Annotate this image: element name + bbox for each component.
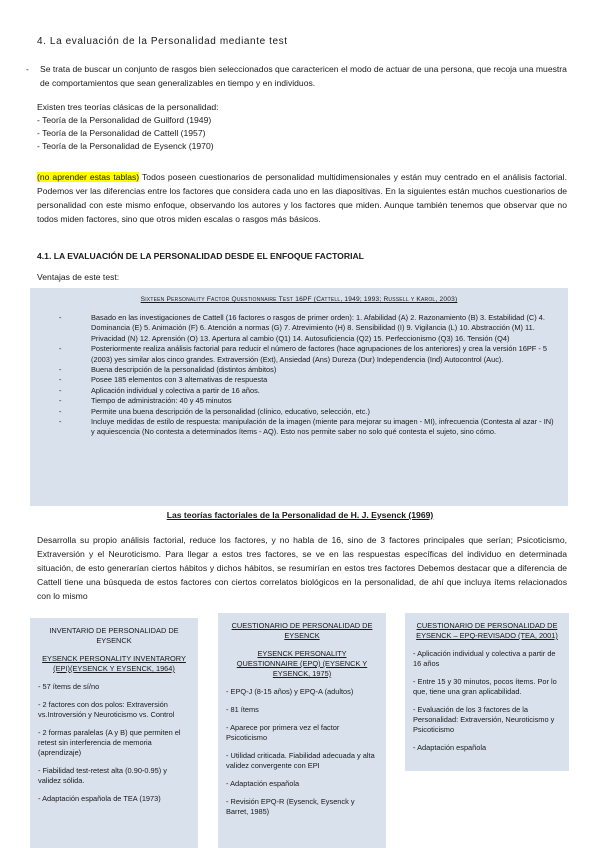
epi-box [30,618,198,848]
list-item: - Aparece por primera vez el factor Psicoticismo [226,723,340,742]
epq-r-heading: CUESTIONARIO DE PERSONALIDAD DE EYSENCK – EPQ-REVISADO (TEA, 2001) [416,621,558,640]
list-item: - Utilidad criticada. Fiabilidad adecuada y alta validez convergente con EPI [226,751,375,770]
epi-heading: INVENTARIO DE PERSONALIDAD DE EYSENCK [49,626,179,645]
epq-subheading: EYSENCK PERSONALITY QUESTIONNAIRE (EPQ) (EYSENCK Y EYSENCK, 1975) [236,649,368,678]
epi-subheading: EYSENCK PERSONALITY INVENTARORY (EPI)(EYSENCK Y EYSENCK, 1964) [42,654,186,673]
list-item: - EPQ-J (8-15 años) y EPQ-A (adultos) [226,687,354,696]
list-item: - Adaptación española [413,743,487,752]
sixteen-pf-list [59,313,559,438]
list-item: - Aplicación individual y colectiva a partir de 16 años [413,649,556,668]
list-item: - Adaptación española [226,779,300,788]
list-item: - Revisión EPQ-R (Eysenck, Eysenck y Barret, 1985) [226,797,355,816]
section-title: 4. La evaluación de la Personalidad mediante test [37,36,288,47]
list-item: - 2 formas paralelas (A y B) que permiten el retest sin interferencia de memoria (aprendizaje) [38,728,181,757]
eysenck-paragraph: Desarrolla su propio análisis factorial, reduce los factores, y no habla de 16, sino de 3 factores principales que serían; Psicoticismo, Extraversión y el Neuroticismo. Para llegar a estos tres factores, se ve en las respuestas específicas del individuo en determinada situación, de esto generarían ciertos hábitos y dichos hábitos, se resumirían en estos tres factores Debemos destacar que a diferencia de Cattell tiene una búsqueda de estos factores con ciertos correlatos biológicos en la personalidad, de ahí que incluya ítems relacionados con lo mismo [37,535,567,601]
intro-paragraph [26,62,570,90]
ventajas-label: Ventajas de este test: [37,272,120,282]
intro-text: Se trata de buscar un conjunto de rasgos bien seleccionados que caractericen el modo de actuar de una persona, que recoja una muestra de comportamientos que sean generalizables en tiempo y en individuos. [40,64,567,88]
theory-item: - Teoría de la Personalidad de Cattell (1957) [37,128,206,138]
sixteen-pf-box [30,288,568,506]
eysenck-heading: Las teorías factoriales de la Personalidad de H. J. Eysenck (1969) [166,510,434,520]
epq-box [218,613,386,848]
epq-heading: CUESTIONARIO DE PERSONALIDAD DE EYSENCK [231,621,373,640]
tables-paragraph [37,170,567,226]
list-item: - Evaluación de los 3 factores de la Personalidad: Extraversión, Neuroticismo y Psicoticismo [413,705,555,734]
list-item: - 57 ítems de sí/no [38,682,100,691]
heading-4-1: 4.1. LA EVALUACIÓN DE LA PERSONALIDAD DESDE EL ENFOQUE FACTORIAL [37,251,364,261]
list-item: - Permite una buena descripción de la personalidad (clínico, educativo, selección, etc.) [59,407,559,417]
list-item: - Incluye medidas de estilo de respuesta: manipulación de la imagen (miente para mejorar su imagen - MI), infrecuencia (Contesta al azar - IN) y aquiescencia (No contesta a determinados ítems - AQ). Esto nos permite saber no solo qué contesta el sujeto, sino cómo. [59,417,559,438]
list-item: - Basado en las investigaciones de Cattell (16 factores o rasgos de primer orden): 1. Afabilidad (A) 2. Razonamiento (B) 3. Estabilidad (C) 4. Dominancia (E) 5. Animación (F) 6. Atención a normas (G) 7. Atrevimiento (H) 8. Sensibilidad (I) 9. Vigilancia (L) 10. Abstracción (M) 11. Privacidad (N) 12. Aprensión (O) 13. Apertura al cambio (Q1) 14. Autosuficiencia (Q2) 15. Perfeccionismo (Q3) 16. Tensión (Q4) [59,313,559,344]
list-item: - Posteriormente realiza análisis factorial para reducir el número de factores (hace agrupaciones de los anteriores) y crea la versión 16PF - 5 (2003) yes similar alos cinco grandes. Extraversión (Ext), Ansiedad (Ans) Dureza (Dur) Independencia (Ind) Autocontrol (Auc). [59,344,559,365]
list-item: - Posee 185 elementos con 3 alternativas de respuesta [59,375,559,385]
list-item: - Aplicación individual y colectiva a partir de 16 años. [59,386,559,396]
list-item: - Fiabilidad test-retest alta (0.90-0.95) y validez sólida. [38,766,167,785]
intro-bullet: - [26,64,29,74]
list-item: - 81 ítems [226,705,259,714]
list-item: - 2 factores con dos polos: Extraversión vs.Introversión y Neuroticismo vs. Control [38,700,175,719]
theory-item: - Teoría de la Personalidad de Guilford (1949) [37,115,212,125]
epq-r-box [405,613,569,771]
sixteen-pf-title: Sixteen Personality Factor Questionnaire Test 16PF (Cattell, 1949; 1993; Russell y Karol, 2003) [140,296,458,303]
tables-paragraph-text: Todos poseen cuestionarios de personalidad multidimensionales y están muy centrado en el análisis factorial. Podemos ver las diferencias entre los factores que considera cada uno en las diapositivas. En la siguientes están muchos cuestionarios de personalidad con este mismo enfoque, observando los autores y los factores que miden. Aunque también tenemos que observar que no todos miden factores, sino que otros miden escalas o rasgos más básicos. [37,172,567,224]
theories-lead: Existen tres teorías clásicas de la personalidad: [37,102,219,112]
list-item: - Buena descripción de la personalidad (distintos ámbitos) [59,365,559,375]
theories-list [37,101,567,153]
list-item: - Adaptación española de TEA (1973) [38,794,161,803]
highlighted-note: (no aprender estas tablas) [37,172,140,182]
theory-item: - Teoría de la Personalidad de Eysenck (1970) [37,141,214,151]
list-item: - Tiempo de administración: 40 y 45 minutos [59,396,559,406]
list-item: - Entre 15 y 30 minutos, pocos ítems. Por lo que, tiene una gran aplicabilidad. [413,677,557,696]
